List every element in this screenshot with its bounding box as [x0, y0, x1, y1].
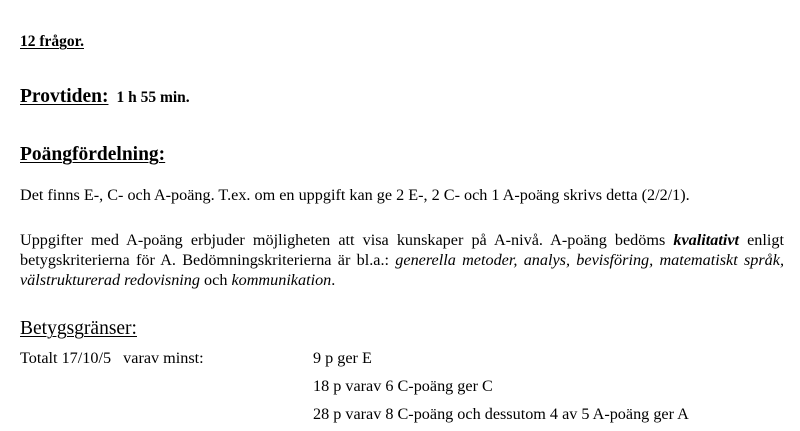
a-points-text-3: och: [200, 271, 232, 289]
grade-limits-heading: Betygsgränser:: [20, 318, 137, 339]
a-points-text-1: Uppgifter med A-poäng erbjuder möjligheten att visa kunskaper på A-nivå. A-poäng bedöms: [20, 231, 674, 249]
assessment-criteria: generella metoder, analys, bevisföring, matematiskt språk, välstrukturerad redovisning: [20, 251, 784, 289]
exam-time-label: Provtiden:: [20, 86, 109, 107]
grade-total-label: Totalt 17/10/5 varav minst:: [20, 349, 204, 367]
grade-rule-a: 28 p varav 8 C-poäng och dessutom 4 av 5 A-poäng ger A: [313, 405, 689, 423]
grade-rule-c: 18 p varav 6 C-poäng ger C: [313, 377, 493, 395]
points-explanation-paragraph: Det finns E-, C- och A-poäng. T.ex. om en uppgift kan ge 2 E-, 2 C- och 1 A-poäng skrivs detta (2/2/1).: [20, 186, 690, 204]
a-points-paragraph: [20, 230, 784, 290]
grade-rule-e: 9 p ger E: [313, 349, 372, 367]
exam-time-line: [20, 86, 190, 108]
points-distribution-heading: Poängfördelning:: [20, 144, 166, 165]
a-points-text-4: .: [331, 271, 336, 289]
exam-time-value: 1 h 55 min.: [116, 89, 190, 106]
qualitative-emphasis: kvalitativt: [673, 231, 740, 249]
assessment-criteria-last: kommunikation: [231, 271, 332, 289]
question-count: 12 frågor.: [20, 33, 84, 50]
a-points-text-2: enligt betygskriterierna för A. Bedömningskriterierna är bl.a.:: [20, 231, 784, 269]
